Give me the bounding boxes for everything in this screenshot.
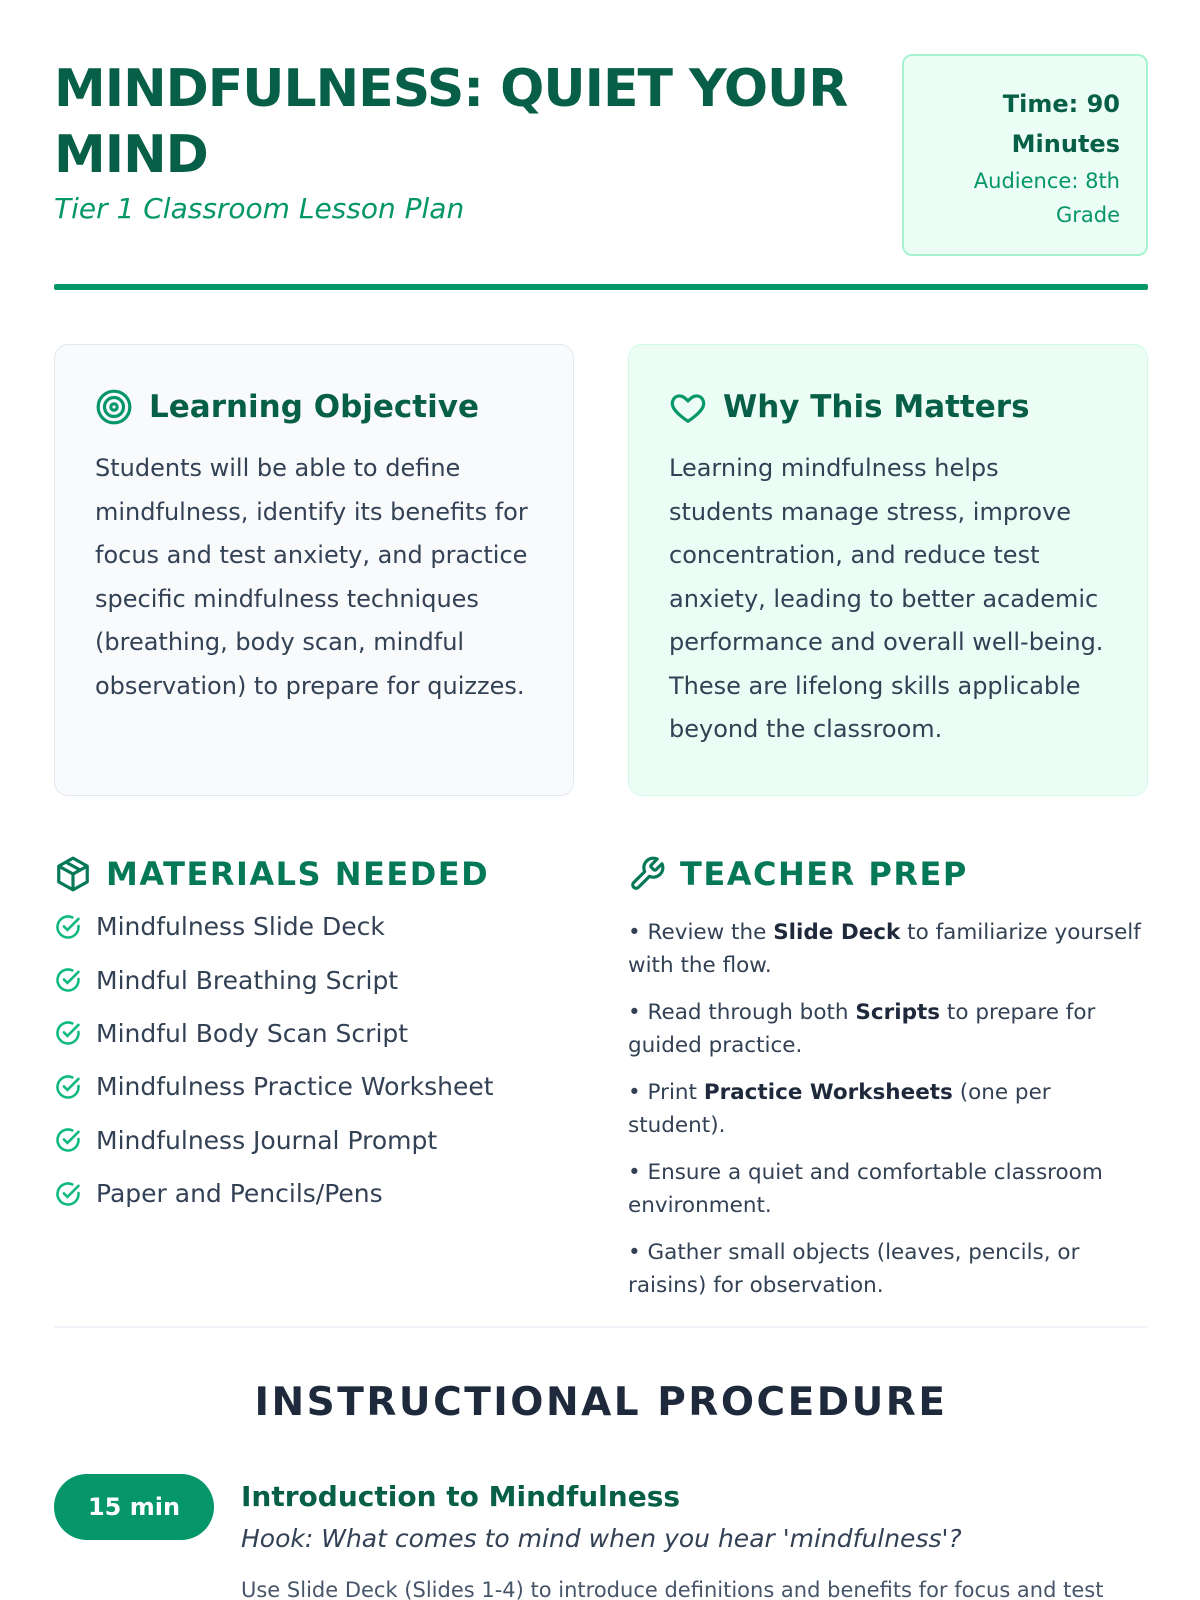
audience-line-1: Audience: 8th [973, 169, 1120, 193]
header-divider [54, 284, 1148, 290]
time-line-2: Minutes [1011, 130, 1120, 158]
time-line-1: Time: 90 [1002, 90, 1120, 118]
list-item [628, 1076, 1148, 1142]
list-item [628, 1156, 1148, 1222]
check-circle-icon [54, 913, 82, 941]
audience-line-2: Grade [1055, 203, 1120, 227]
teacher-prep-heading [628, 852, 968, 896]
prep-text: to prepare for guided practice. [628, 1000, 1096, 1058]
wrench-icon [628, 855, 666, 893]
prep-text: to familiarize yourself with the flow. [628, 920, 1141, 978]
section-divider [54, 1326, 1148, 1328]
card-header [669, 385, 1109, 429]
page-subtitle: Tier 1 Classroom Lesson Plan [54, 192, 465, 225]
list-item [628, 916, 1148, 982]
step-description: Use Slide Deck (Slides 1-4) to introduce definitions and benefits for focus and test [241, 1578, 1104, 1600]
list-item [54, 1167, 574, 1220]
material-label: Mindful Body Scan Script [96, 1018, 409, 1048]
list-item [54, 900, 574, 953]
card-body: Students will be able to define mindfulness, identify its benefits for focus and test anxiety, and practice specific mindfulness techniques (breathing, body scan, mindful observation) to prepare for quizzes. [95, 454, 528, 700]
target-icon [95, 388, 133, 426]
learning-objective-card [54, 344, 574, 796]
list-item [628, 996, 1148, 1062]
teacher-prep-list [628, 916, 1148, 1316]
list-item [54, 1114, 574, 1167]
duration-badge: 15 min [54, 1474, 214, 1540]
list-item [54, 1007, 574, 1060]
material-label: Mindfulness Practice Worksheet [96, 1072, 494, 1102]
check-circle-icon [54, 1180, 82, 1208]
prep-text: (one per student). [628, 1080, 1051, 1138]
prep-text: • Ensure a quiet and comfortable classroom environment. [628, 1160, 1103, 1218]
list-item [628, 1236, 1148, 1302]
step-title: Introduction to Mindfulness [241, 1480, 681, 1513]
check-circle-icon [54, 1019, 82, 1047]
list-item [54, 1060, 574, 1113]
card-header [95, 385, 535, 429]
check-circle-icon [54, 966, 82, 994]
prep-bold: Slide Deck [773, 920, 901, 945]
card-title: Why This Matters [723, 389, 1030, 425]
card-body: Learning mindfulness helps students manage stress, improve concentration, and reduce test anxiety, leading to better academic performance and overall well-being. These are lifelong skills applicable beyond the classroom. [669, 454, 1104, 743]
material-label: Mindfulness Journal Prompt [96, 1125, 438, 1155]
procedure-step [54, 1474, 1148, 1600]
prep-text: • Gather small objects (leaves, pencils, or raisins) for observation. [628, 1240, 1080, 1298]
prep-text: • Print [628, 1080, 704, 1105]
step-hook: Hook: What comes to mind when you hear 'mindfulness'? [241, 1524, 962, 1553]
material-label: Mindfulness Slide Deck [96, 912, 385, 942]
material-label: Paper and Pencils/Pens [96, 1179, 383, 1209]
heart-icon [669, 388, 707, 426]
header [54, 52, 1148, 292]
list-item [54, 953, 574, 1006]
prep-text: • Review the [628, 920, 774, 945]
prep-bold: Scripts [855, 1000, 941, 1025]
teacher-prep-title: TEACHER PREP [680, 855, 968, 893]
materials-heading [54, 852, 489, 896]
material-label: Mindful Breathing Script [96, 965, 399, 995]
procedure-title: INSTRUCTIONAL PROCEDURE [254, 1380, 948, 1425]
materials-list [54, 900, 574, 1220]
prep-text: • Read through both [628, 1000, 856, 1025]
check-circle-icon [54, 1073, 82, 1101]
card-title: Learning Objective [149, 389, 479, 425]
materials-title: MATERIALS NEEDED [106, 855, 490, 893]
lesson-meta-box [902, 54, 1148, 256]
box-icon [54, 855, 92, 893]
prep-bold: Practice Worksheets [703, 1080, 953, 1105]
check-circle-icon [54, 1126, 82, 1154]
lesson-plan-page [54, 0, 1148, 1600]
why-this-matters-card [628, 344, 1148, 796]
page-title: MINDFULNESS: QUIET YOUR MIND [54, 59, 848, 185]
